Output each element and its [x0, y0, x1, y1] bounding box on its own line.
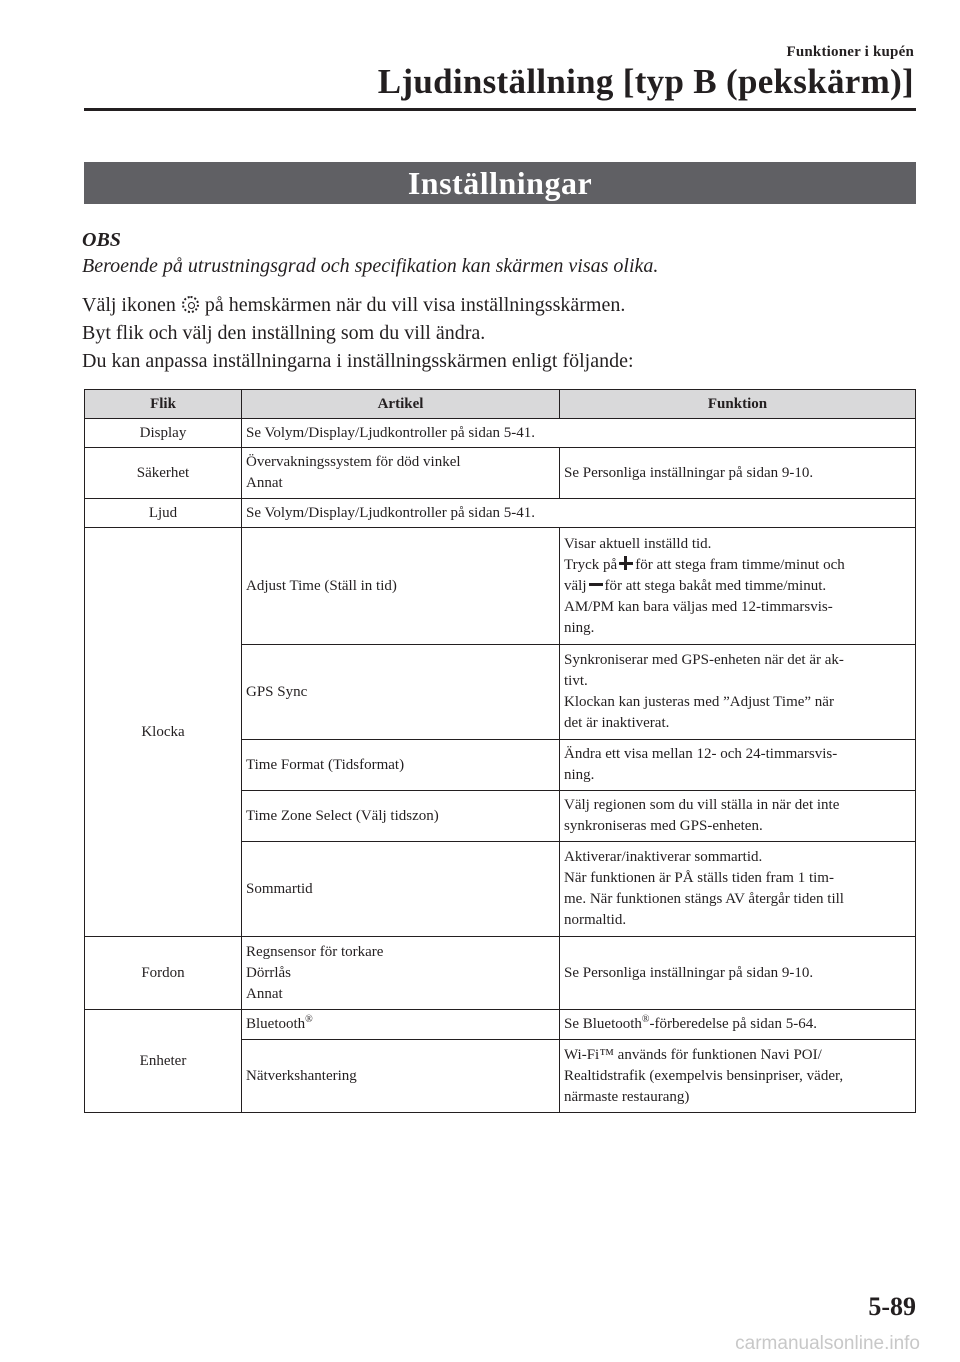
function-line: Synkroniserar med GPS-enheten när det är ak-: [564, 652, 844, 668]
watermark: carmanualsonline.info: [735, 1333, 920, 1354]
item-text: Bluetooth: [246, 1016, 306, 1032]
table-header-row: [85, 390, 916, 419]
function-line: När funktionen är PÅ ställs tiden fram 1 tim-: [564, 870, 834, 886]
function-line: me. När funktionen stängs AV återgår tiden till: [564, 891, 844, 907]
function-cell: Se Personliga inställningar på sidan 9-10.: [560, 448, 916, 499]
intro-line-2: Byt flik och välj den inställning som du vill ändra.: [82, 322, 486, 344]
function-cell: [560, 645, 916, 740]
function-line: ning.: [564, 619, 595, 636]
item-line: Annat: [246, 475, 283, 491]
function-line: Ändra ett visa mellan 12- och 24-timmarsvis-: [564, 746, 838, 762]
item-cell: [242, 448, 560, 499]
section-header: Funktioner i kupén: [786, 44, 914, 60]
page-number: 5-89: [868, 1292, 916, 1321]
intro-line-1-a: Välj ikonen: [82, 294, 176, 316]
col-header-flik: Flik: [85, 390, 242, 419]
function-line: tivt.: [564, 673, 588, 689]
item-cell: Adjust Time (Ställ in tid): [242, 528, 560, 645]
col-header-funktion: Funktion: [560, 390, 916, 419]
function-cell: [560, 1040, 916, 1113]
table-row: [85, 419, 916, 448]
item-cell: Nätverkshantering: [242, 1040, 560, 1113]
function-line: Välj regionen som du vill ställa in när det inte: [564, 797, 840, 813]
page-title: Ljudinställning [typ B (pekskärm)]: [377, 62, 914, 101]
function-line: [564, 555, 911, 576]
registered-mark: ®: [641, 1014, 650, 1025]
item-line: Övervakningssystem för död vinkel: [246, 454, 461, 470]
table-row: [85, 528, 916, 645]
tab-cell: Säkerhet: [85, 448, 242, 499]
function-text: välj: [564, 577, 587, 594]
item-cell: [242, 937, 560, 1010]
function-line: synkroniseras med GPS-enheten.: [564, 818, 763, 834]
function-line: det är inaktiverat.: [564, 715, 670, 731]
function-line: Realtidstrafik (exempelvis bensinpriser, väder,: [564, 1067, 844, 1084]
function-line: Visar aktuell inställd tid.: [564, 535, 712, 552]
plus-icon: [619, 556, 633, 570]
function-line: ning.: [564, 767, 595, 783]
function-line: närmaste restaurang): [564, 1088, 690, 1105]
intro-line-1: [82, 294, 625, 317]
settings-table: [84, 389, 916, 1113]
minus-icon: [589, 577, 603, 591]
tab-cell: Fordon: [85, 937, 242, 1010]
item-line: Regnsensor för torkare: [246, 943, 384, 960]
function-cell: [560, 528, 916, 645]
function-line: Wi-Fi™ används för funktionen Navi POI/: [564, 1046, 822, 1063]
intro-line-3: Du kan anpassa inställningarna i inställningsskärmen enligt följande:: [82, 350, 634, 372]
intro-line-1-b: på hemskärmen när du vill visa inställningsskärmen.: [204, 294, 626, 316]
gear-icon: [182, 296, 199, 313]
function-cell: [560, 1010, 916, 1040]
function-text: Se Bluetooth: [564, 1016, 642, 1032]
function-line: AM/PM kan bara väljas med 12-timmarsvis-: [564, 598, 833, 615]
note-title: OBS: [82, 229, 121, 251]
function-cell: [560, 740, 916, 791]
item-cell: Time Format (Tidsformat): [242, 740, 560, 791]
tab-cell: Display: [85, 419, 242, 448]
section-banner: Inställningar: [84, 162, 916, 204]
table-row: [85, 499, 916, 528]
function-text: för att stega fram timme/minut och: [635, 556, 845, 573]
tab-cell: Ljud: [85, 499, 242, 528]
merged-cell: Se Volym/Display/Ljudkontroller på sidan 5-41.: [242, 419, 916, 448]
table-row: [85, 1010, 916, 1040]
function-cell: Se Personliga inställningar på sidan 9-10.: [560, 937, 916, 1010]
function-cell: [560, 842, 916, 937]
tab-cell: Klocka: [85, 528, 242, 937]
note-text: Beroende på utrustningsgrad och specifikation kan skärmen visas olika.: [82, 255, 659, 277]
function-line: Aktiverar/inaktiverar sommartid.: [564, 849, 763, 865]
item-cell: [242, 1010, 560, 1040]
item-cell: Time Zone Select (Välj tidszon): [242, 791, 560, 842]
item-cell: GPS Sync: [242, 645, 560, 740]
item-line: Annat: [246, 985, 283, 1002]
function-cell: [560, 791, 916, 842]
function-text: för att stega bakåt med timme/minut.: [604, 577, 827, 594]
item-cell: Sommartid: [242, 842, 560, 937]
col-header-artikel: Artikel: [242, 390, 560, 419]
function-line: [564, 576, 911, 597]
merged-cell: Se Volym/Display/Ljudkontroller på sidan 5-41.: [242, 499, 916, 528]
function-line: Klockan kan justeras med ”Adjust Time” när: [564, 694, 834, 710]
registered-mark: ®: [305, 1014, 313, 1025]
header-rule: [84, 108, 916, 111]
function-line: normaltid.: [564, 912, 627, 928]
function-text: -förberedelse på sidan 5-64.: [649, 1016, 817, 1032]
table-row: [85, 937, 916, 1010]
item-line: Dörrlås: [246, 964, 291, 981]
function-text: Tryck på: [564, 556, 618, 573]
tab-cell: Enheter: [85, 1010, 242, 1113]
table-row: [85, 448, 916, 499]
